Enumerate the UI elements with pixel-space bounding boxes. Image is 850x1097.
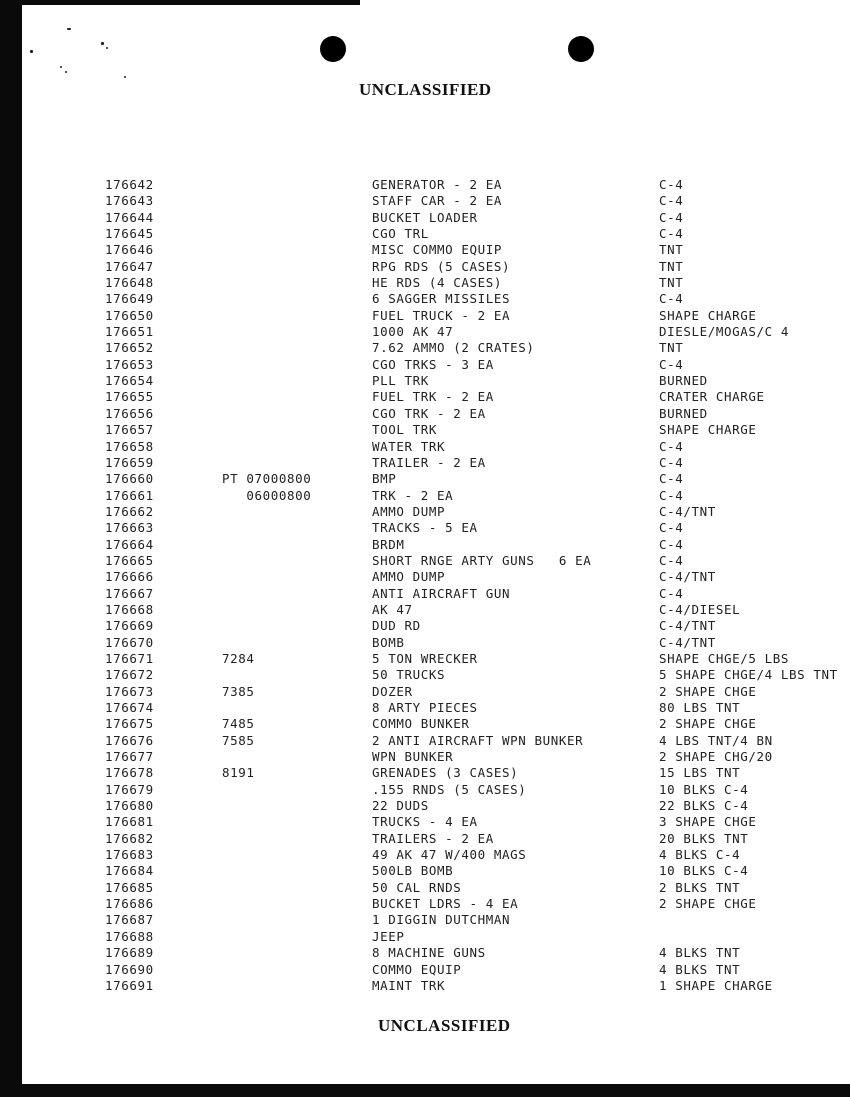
table-row (0, 471, 850, 487)
row-item: MAINT TRK (372, 977, 446, 993)
table-row (0, 226, 850, 242)
table-row (0, 684, 850, 700)
row-id: 176652 (105, 340, 154, 356)
table-row (0, 488, 850, 504)
row-method: C-4/TNT (659, 569, 716, 585)
row-item: MISC COMMO EQUIP (372, 242, 503, 258)
row-item: TRAILERS - 2 EA (372, 830, 494, 846)
row-method: 22 BLKS C-4 (659, 798, 749, 814)
row-item: .155 RNDS (5 CASES) (372, 781, 527, 797)
row-id: 176685 (105, 879, 154, 895)
row-id: 176669 (105, 618, 154, 634)
row-id: 176651 (105, 324, 154, 340)
row-id: 176691 (105, 977, 154, 993)
row-item: GENERATOR - 2 EA (372, 177, 503, 192)
row-id: 176656 (105, 405, 154, 421)
row-method: 2 SHAPE CHGE (659, 896, 757, 912)
table-row (0, 749, 850, 765)
table-row (0, 618, 850, 634)
row-id: 176642 (105, 177, 154, 192)
table-row (0, 569, 850, 585)
row-item: 5 TON WRECKER (372, 650, 478, 666)
row-item: AK 47 (372, 601, 413, 617)
row-id: 176668 (105, 601, 154, 617)
scan-speck (30, 50, 33, 53)
row-item: TRACKS - 5 EA (372, 520, 478, 536)
row-item: BOMB (372, 634, 405, 650)
row-item: TOOL TRK (372, 422, 438, 438)
row-item: HE RDS (4 CASES) (372, 275, 503, 291)
row-item: BRDM (372, 536, 405, 552)
table-row (0, 373, 850, 389)
row-ref: 7585 (222, 732, 255, 748)
row-id: 176647 (105, 258, 154, 274)
table-row (0, 291, 850, 307)
row-id: 176646 (105, 242, 154, 258)
row-item: 1000 AK 47 (372, 324, 454, 340)
row-method: C-4 (659, 291, 684, 307)
row-method: C-4 (659, 438, 684, 454)
row-method: SHAPE CHGE/5 LBS (659, 650, 790, 666)
row-id: 176682 (105, 830, 154, 846)
table-row (0, 667, 850, 683)
row-item: BMP (372, 471, 397, 487)
row-id: 176655 (105, 389, 154, 405)
scan-speck (106, 47, 108, 49)
row-method: C-4 (659, 487, 684, 503)
row-item: PLL TRK (372, 373, 429, 389)
row-id: 176650 (105, 307, 154, 323)
row-item: 8 ARTY PIECES (372, 700, 478, 715)
row-method: C-4 (659, 193, 684, 209)
row-method: C-4 (659, 585, 684, 601)
row-item: COMMO EQUIP (372, 961, 462, 977)
row-item: ANTI AIRCRAFT GUN (372, 585, 511, 601)
row-method: 4 BLKS TNT (659, 961, 741, 977)
table-row (0, 962, 850, 978)
row-item: AMMO DUMP (372, 503, 446, 519)
row-id: 176645 (105, 226, 154, 242)
row-method: 15 LBS TNT (659, 765, 741, 781)
row-id: 176687 (105, 912, 154, 928)
table-row (0, 455, 850, 471)
table-row (0, 945, 850, 961)
row-ref: 7485 (222, 716, 255, 732)
row-item: 49 AK 47 W/400 MAGS (372, 847, 527, 863)
row-id: 176667 (105, 585, 154, 601)
row-method: 3 SHAPE CHGE (659, 814, 757, 830)
row-item: BUCKET LOADER (372, 209, 478, 225)
table-row (0, 308, 850, 324)
row-id: 176657 (105, 422, 154, 438)
row-item: AMMO DUMP (372, 569, 446, 585)
row-item: GRENADES (3 CASES) (372, 765, 519, 781)
table-row (0, 798, 850, 814)
row-item: FUEL TRUCK - 2 EA (372, 307, 511, 323)
row-item: TRUCKS - 4 EA (372, 814, 478, 830)
demolition-log-table (0, 177, 850, 994)
row-item: DOZER (372, 683, 413, 699)
row-ref: 7385 (222, 683, 255, 699)
table-row (0, 700, 850, 716)
row-id: 176676 (105, 732, 154, 748)
table-row (0, 210, 850, 226)
row-method: C-4/TNT (659, 618, 716, 634)
row-method: 20 BLKS TNT (659, 830, 749, 846)
table-row (0, 520, 850, 536)
table-row (0, 814, 850, 830)
row-id: 176681 (105, 814, 154, 830)
row-item: DUD RD (372, 618, 421, 634)
row-item: TRAILER - 2 EA (372, 454, 486, 470)
row-method: SHAPE CHARGE (659, 307, 757, 323)
row-item: 7.62 AMMO (2 CRATES) (372, 340, 535, 356)
row-item: 50 TRUCKS (372, 667, 446, 683)
row-id: 176653 (105, 356, 154, 372)
row-method: TNT (659, 340, 684, 356)
table-row (0, 929, 850, 945)
table-row (0, 259, 850, 275)
row-method: TNT (659, 275, 684, 291)
row-method: 2 BLKS TNT (659, 879, 741, 895)
row-method: 10 BLKS C-4 (659, 781, 749, 797)
scan-speck (60, 66, 62, 68)
row-ref: PT 07000800 (222, 471, 312, 487)
row-id: 176688 (105, 928, 154, 944)
row-item: 50 CAL RNDS (372, 879, 462, 895)
row-id: 176659 (105, 454, 154, 470)
table-row (0, 896, 850, 912)
table-row (0, 782, 850, 798)
row-id: 176666 (105, 569, 154, 585)
row-method: C-4 (659, 356, 684, 372)
table-row (0, 553, 850, 569)
row-item: SHORT RNGE ARTY GUNS 6 EA (372, 552, 592, 568)
row-method: C-4/DIESEL (659, 601, 741, 617)
table-row (0, 389, 850, 405)
scan-speck (101, 42, 104, 45)
row-item: 22 DUDS (372, 798, 429, 814)
table-row (0, 177, 850, 193)
table-row (0, 537, 850, 553)
row-id: 176649 (105, 291, 154, 307)
row-method: 5 SHAPE CHGE/4 LBS TNT (659, 667, 838, 683)
row-method: 1 SHAPE CHARGE (659, 977, 773, 993)
row-method: 2 SHAPE CHGE (659, 683, 757, 699)
row-id: 176664 (105, 536, 154, 552)
row-id: 176644 (105, 209, 154, 225)
row-id: 176674 (105, 700, 154, 715)
row-id: 176675 (105, 716, 154, 732)
scan-edge-top (0, 0, 360, 5)
table-row (0, 765, 850, 781)
row-id: 176679 (105, 781, 154, 797)
row-id: 176660 (105, 471, 154, 487)
row-item: WPN BUNKER (372, 749, 454, 765)
table-row (0, 635, 850, 651)
row-id: 176654 (105, 373, 154, 389)
row-id: 176663 (105, 520, 154, 536)
row-id: 176643 (105, 193, 154, 209)
row-method: C-4 (659, 177, 684, 192)
row-method: C-4 (659, 520, 684, 536)
row-item: FUEL TRK - 2 EA (372, 389, 494, 405)
row-method: C-4 (659, 552, 684, 568)
row-ref: 8191 (222, 765, 255, 781)
table-row (0, 978, 850, 994)
table-row (0, 357, 850, 373)
row-method: C-4 (659, 226, 684, 242)
row-id: 176662 (105, 503, 154, 519)
table-row (0, 602, 850, 618)
row-item: BUCKET LDRS - 4 EA (372, 896, 519, 912)
row-id: 176686 (105, 896, 154, 912)
row-item: CGO TRK - 2 EA (372, 405, 486, 421)
row-ref: 06000800 (222, 487, 312, 503)
row-id: 176672 (105, 667, 154, 683)
row-method: TNT (659, 258, 684, 274)
table-row (0, 422, 850, 438)
row-item: RPG RDS (5 CASES) (372, 258, 511, 274)
row-ref: 7284 (222, 650, 255, 666)
row-id: 176661 (105, 487, 154, 503)
table-row (0, 504, 850, 520)
punch-hole-left (320, 36, 346, 62)
table-row (0, 847, 850, 863)
table-row (0, 439, 850, 455)
row-id: 176658 (105, 438, 154, 454)
row-item: 500LB BOMB (372, 863, 454, 879)
table-row (0, 324, 850, 340)
row-item: 1 DIGGIN DUTCHMAN (372, 912, 511, 928)
punch-hole-right (568, 36, 594, 62)
row-method: C-4 (659, 536, 684, 552)
row-method: DIESLE/MOGAS/C 4 (659, 324, 790, 340)
table-row (0, 242, 850, 258)
row-id: 176648 (105, 275, 154, 291)
row-method: 2 SHAPE CHGE (659, 716, 757, 732)
scan-speck (124, 76, 126, 78)
row-method: 10 BLKS C-4 (659, 863, 749, 879)
table-row (0, 880, 850, 896)
row-item: CGO TRL (372, 226, 429, 242)
row-id: 176690 (105, 961, 154, 977)
row-method: C-4/TNT (659, 503, 716, 519)
row-id: 176671 (105, 650, 154, 666)
row-id: 176673 (105, 683, 154, 699)
row-method: 2 SHAPE CHG/20 (659, 749, 773, 765)
scan-speck (65, 71, 67, 73)
table-row (0, 406, 850, 422)
row-id: 176670 (105, 634, 154, 650)
row-method: CRATER CHARGE (659, 389, 765, 405)
classification-footer: UNCLASSIFIED (378, 1016, 511, 1035)
row-method: TNT (659, 242, 684, 258)
row-item: CGO TRKS - 3 EA (372, 356, 494, 372)
table-row (0, 586, 850, 602)
row-method: BURNED (659, 405, 708, 421)
row-item: 8 MACHINE GUNS (372, 945, 486, 961)
scan-edge-bottom (0, 1084, 850, 1097)
table-row (0, 733, 850, 749)
row-item: TRK - 2 EA (372, 487, 454, 503)
row-id: 176677 (105, 749, 154, 765)
row-item: STAFF CAR - 2 EA (372, 193, 503, 209)
row-id: 176680 (105, 798, 154, 814)
row-method: C-4 (659, 471, 684, 487)
table-row (0, 831, 850, 847)
row-id: 176684 (105, 863, 154, 879)
row-item: COMMO BUNKER (372, 716, 470, 732)
table-row (0, 193, 850, 209)
row-method: C-4 (659, 454, 684, 470)
row-id: 176665 (105, 552, 154, 568)
scan-speck (67, 28, 71, 30)
row-method: 80 LBS TNT (659, 700, 741, 715)
classification-header: UNCLASSIFIED (359, 80, 492, 99)
row-method: 4 BLKS C-4 (659, 847, 741, 863)
row-method: SHAPE CHARGE (659, 422, 757, 438)
row-item: 2 ANTI AIRCRAFT WPN BUNKER (372, 732, 584, 748)
row-id: 176683 (105, 847, 154, 863)
table-row (0, 651, 850, 667)
row-method: C-4 (659, 209, 684, 225)
row-id: 176678 (105, 765, 154, 781)
table-row (0, 863, 850, 879)
table-row (0, 275, 850, 291)
table-row (0, 716, 850, 732)
row-item: WATER TRK (372, 438, 446, 454)
row-id: 176689 (105, 945, 154, 961)
row-method: 4 BLKS TNT (659, 945, 741, 961)
row-item: JEEP (372, 928, 405, 944)
table-row (0, 912, 850, 928)
row-item: 6 SAGGER MISSILES (372, 291, 511, 307)
row-method: C-4/TNT (659, 634, 716, 650)
row-method: 4 LBS TNT/4 BN (659, 732, 773, 748)
table-row (0, 340, 850, 356)
row-method: BURNED (659, 373, 708, 389)
